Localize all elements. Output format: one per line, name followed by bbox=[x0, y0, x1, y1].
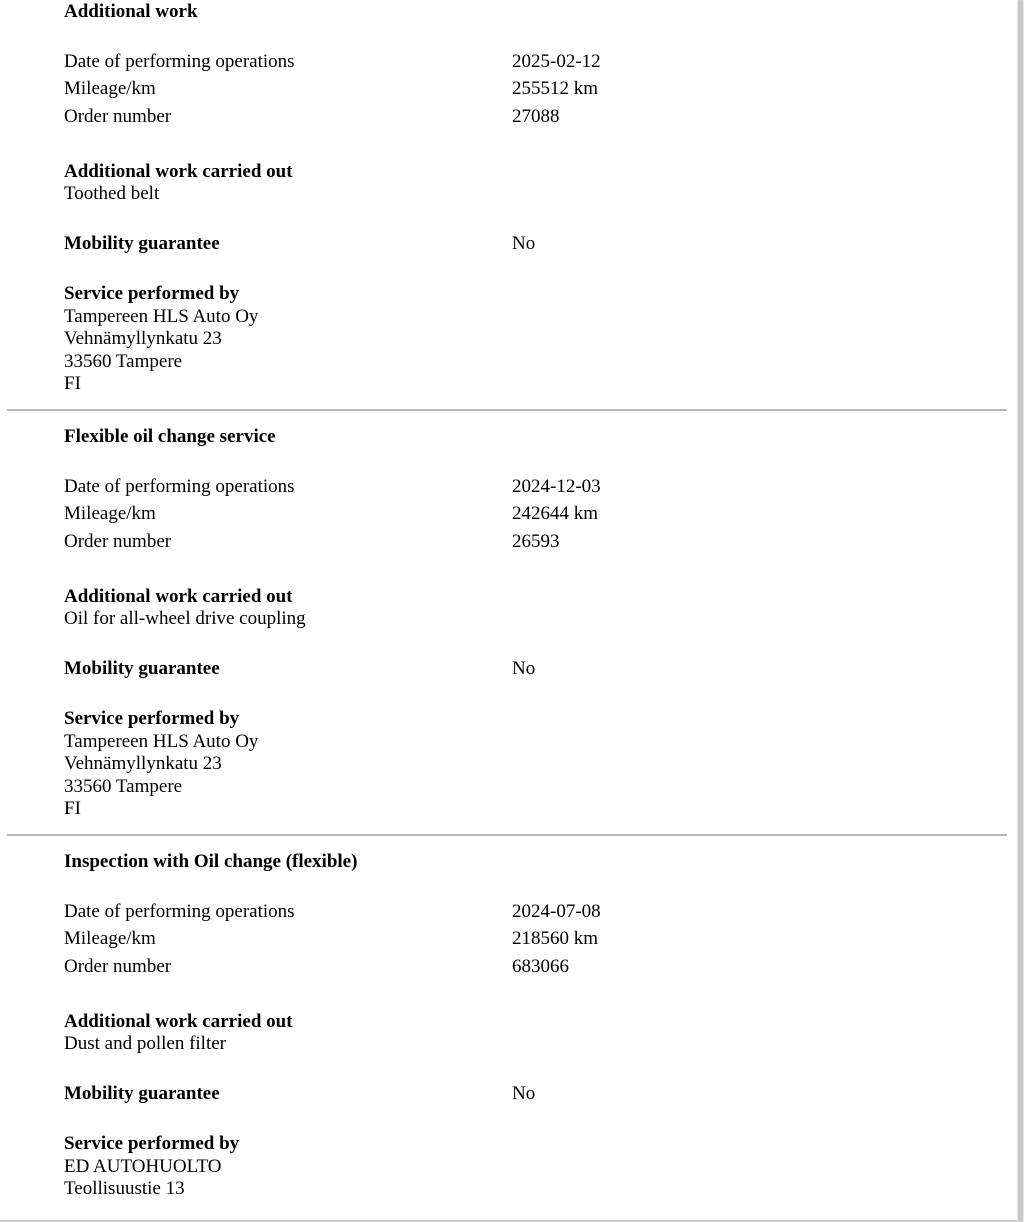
provider-name: ED AUTOHUOLTO bbox=[64, 1156, 222, 1177]
mobility-label: Mobility guarantee bbox=[64, 233, 220, 254]
mileage-value: 242644 km bbox=[512, 503, 599, 524]
section-divider bbox=[7, 834, 1007, 836]
order-value: 683066 bbox=[512, 956, 569, 977]
mileage-label: Mileage/km bbox=[64, 78, 156, 99]
additional-work-value: Toothed belt bbox=[64, 183, 160, 204]
provider-street: Vehnämyllynkatu 23 bbox=[64, 328, 222, 349]
date-value: 2025-02-12 bbox=[512, 51, 601, 72]
provider-street: Vehnämyllynkatu 23 bbox=[64, 753, 222, 774]
order-label: Order number bbox=[64, 531, 172, 552]
additional-work-label: Additional work carried out bbox=[64, 1011, 293, 1032]
additional-work-value: Oil for all-wheel drive coupling bbox=[64, 608, 306, 629]
record-title: Additional work bbox=[64, 1, 198, 22]
mobility-label: Mobility guarantee bbox=[64, 658, 220, 679]
mobility-label: Mobility guarantee bbox=[64, 1083, 220, 1104]
mobility-value: No bbox=[512, 233, 536, 254]
record-title: Flexible oil change service bbox=[64, 426, 276, 447]
date-label: Date of performing operations bbox=[64, 901, 295, 922]
provider-country: FI bbox=[64, 373, 81, 394]
mobility-value: No bbox=[512, 658, 536, 679]
vertical-scrollbar[interactable] bbox=[1017, 0, 1024, 1222]
order-value: 26593 bbox=[512, 531, 560, 552]
mobility-value: No bbox=[512, 1083, 536, 1104]
performed-by-label: Service performed by bbox=[64, 1133, 240, 1154]
date-value: 2024-12-03 bbox=[512, 476, 601, 497]
additional-work-value: Dust and pollen filter bbox=[64, 1033, 226, 1054]
additional-work-label: Additional work carried out bbox=[64, 586, 293, 607]
provider-name: Tampereen HLS Auto Oy bbox=[64, 306, 259, 327]
mileage-value: 218560 km bbox=[512, 928, 599, 949]
provider-city: 33560 Tampere bbox=[64, 351, 183, 372]
order-label: Order number bbox=[64, 956, 172, 977]
date-label: Date of performing operations bbox=[64, 51, 295, 72]
service-record bbox=[64, 838, 1004, 1222]
mileage-label: Mileage/km bbox=[64, 928, 156, 949]
scrollbar-thumb[interactable] bbox=[1018, 0, 1023, 1222]
provider-street: Teollisuustie 13 bbox=[64, 1178, 185, 1199]
record-title: Inspection with Oil change (flexible) bbox=[64, 851, 358, 872]
provider-city: 33560 Tampere bbox=[64, 776, 183, 797]
additional-work-label: Additional work carried out bbox=[64, 161, 293, 182]
mileage-value: 255512 km bbox=[512, 78, 599, 99]
provider-country: FI bbox=[64, 798, 81, 819]
section-divider bbox=[7, 409, 1007, 411]
service-record bbox=[64, 413, 1004, 819]
performed-by-label: Service performed by bbox=[64, 283, 240, 304]
date-label: Date of performing operations bbox=[64, 476, 295, 497]
order-value: 27088 bbox=[512, 106, 560, 127]
performed-by-label: Service performed by bbox=[64, 708, 240, 729]
mileage-label: Mileage/km bbox=[64, 503, 156, 524]
service-record bbox=[64, 0, 1004, 394]
order-label: Order number bbox=[64, 106, 172, 127]
date-value: 2024-07-08 bbox=[512, 901, 601, 922]
provider-name: Tampereen HLS Auto Oy bbox=[64, 731, 259, 752]
